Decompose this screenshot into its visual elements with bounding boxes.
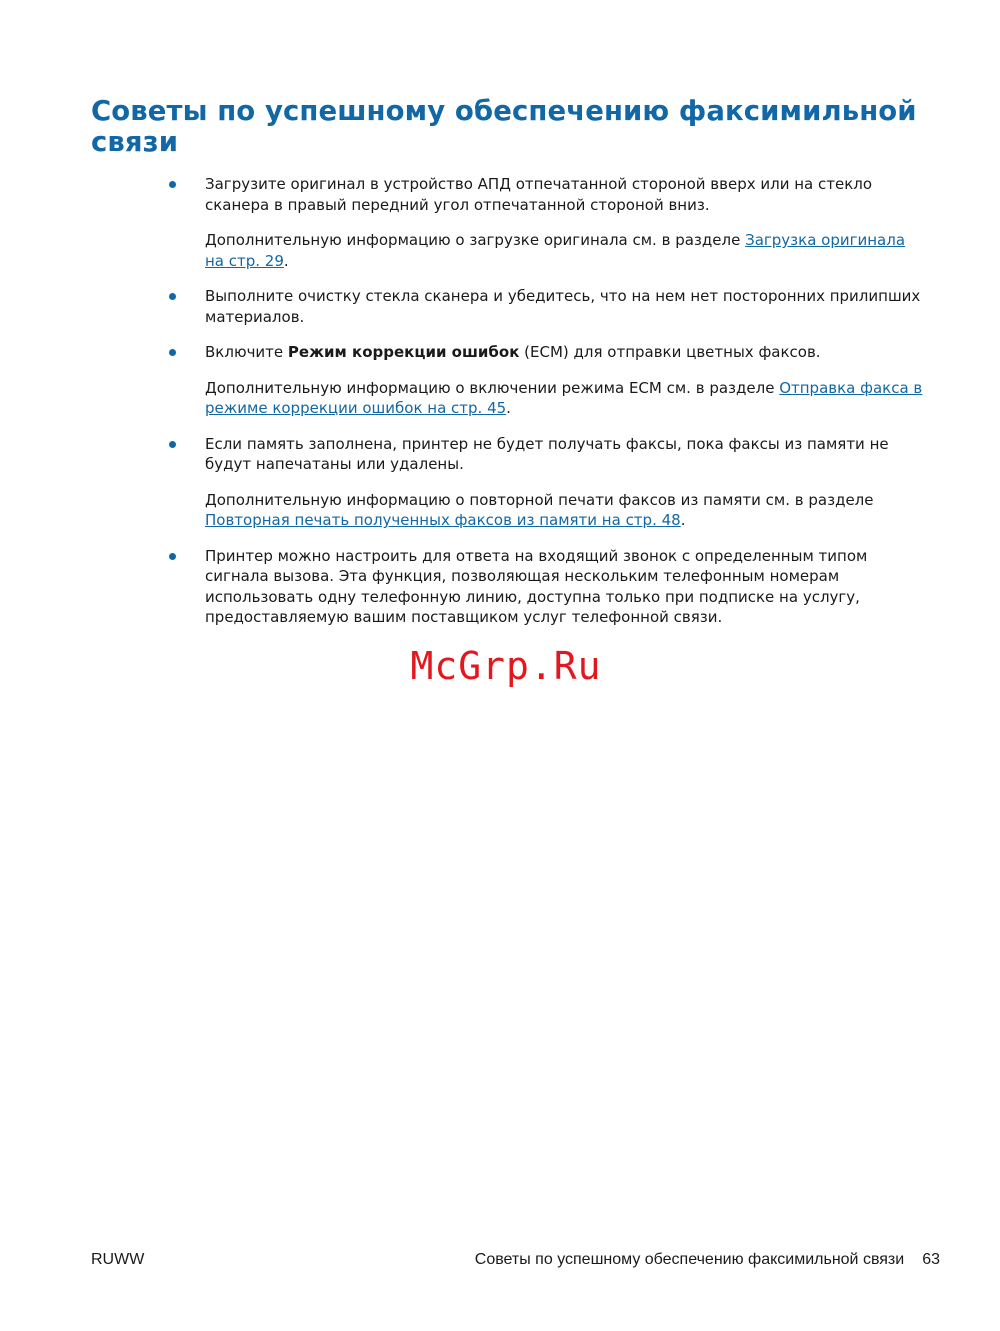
link-reprint-faxes[interactable]: Повторная печать полученных факсов из памяти на стр. 48 (205, 511, 681, 529)
watermark: McGrp.Ru (410, 644, 602, 688)
bullet-icon (169, 553, 176, 560)
note-suffix: . (506, 399, 511, 417)
note-text: Дополнительную информацию о повторной печати факсов из памяти см. в разделе (205, 490, 874, 509)
footer-section-title: Советы по успешному обеспечению факсимильной связи (474, 1251, 905, 1268)
note-suffix: . (680, 511, 686, 529)
item-text: Загрузите оригинал в устройство АПД отпечатанной стороной вверх или на стекло сканера в правый передний угол отпечатанной стороной вниз. (205, 175, 873, 214)
page-number: 63 (922, 1251, 940, 1268)
bullet-icon (169, 349, 176, 356)
item-text: Если память заполнена, принтер не будет получать факсы, пока факсы из памяти не будут напечатаны или удалены. (205, 434, 889, 473)
ecm-mode-name: Режим коррекции ошибок (287, 343, 520, 361)
item-note (205, 230, 925, 271)
link-load-original[interactable]: Загрузка оригинала на стр. 29 (205, 231, 906, 270)
list-item (0, 546, 925, 628)
bullet-icon (169, 441, 176, 448)
bullet-icon (169, 293, 176, 300)
item-note (205, 378, 925, 419)
link-send-fax-ecm[interactable]: Отправка факса в режиме коррекции ошибок на стр. 45 (205, 378, 923, 417)
footer-right (475, 1250, 940, 1270)
footer-locale: RUWW (91, 1251, 145, 1268)
item-text-prefix: Включите (205, 343, 288, 361)
list-item (0, 174, 925, 271)
note-text: Дополнительную информацию о включении режима ECM см. в разделе (205, 378, 780, 397)
item-text: Принтер можно настроить для ответа на входящий звонок с определенным типом сигнала вызова. Эта функция, позволяющая нескольким телефонным номерам использовать одну телефонную линию, доступна только при подписке на услугу, предоставляемую вашим поставщиком услуг телефонной связи. (205, 546, 868, 626)
tips-list (0, 174, 1000, 643)
note-suffix: . (283, 251, 289, 270)
list-item (0, 434, 925, 531)
bullet-icon (169, 181, 176, 188)
item-text (205, 342, 925, 363)
list-item (0, 286, 925, 327)
note-text: Дополнительную информацию о загрузке оригинала см. в разделе (205, 231, 746, 249)
item-text-suffix: (ECM) для отправки цветных факсов. (519, 343, 821, 361)
item-note (205, 490, 925, 531)
page-title: Советы по успешному обеспечению факсимильной связи (91, 95, 917, 158)
item-text: Выполните очистку стекла сканера и убедитесь, что на нем нет посторонних прилипших материалов. (205, 287, 921, 326)
list-item (0, 342, 925, 419)
